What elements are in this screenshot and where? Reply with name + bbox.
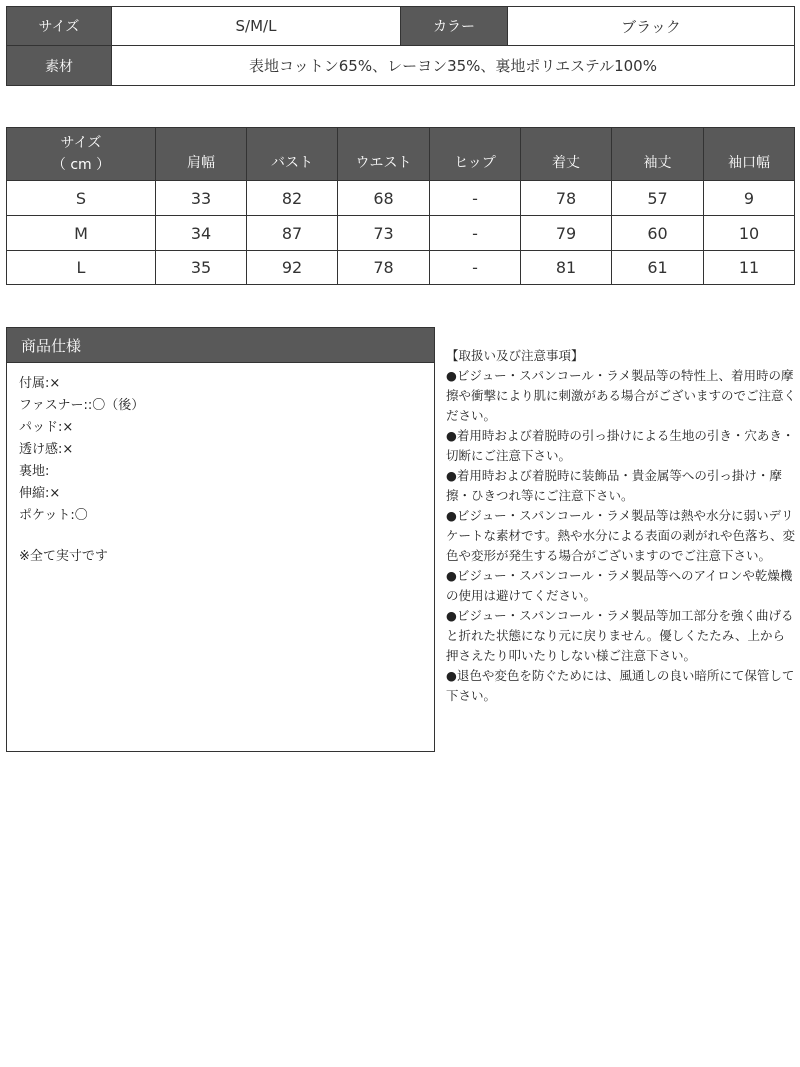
table-cell: 78	[338, 251, 430, 284]
care-title: 【取扱い及び注意事項】	[446, 348, 584, 363]
column-header-sleeve: 袖丈	[612, 128, 704, 181]
care-item: ●着用時および着脱時に装飾品・貴金属等への引っ掛け・摩擦・ひきつれ等にご注意下さい。	[446, 468, 782, 503]
table-cell: 79	[521, 216, 612, 251]
care-item: ●ビジュー・スパンコール・ラメ製品等は熱や水分に弱いデリケートな素材です。熱や水分による表面の剥がれや色落ち、変色や変形が発生する場合がございますのでご注意下さい。	[446, 508, 796, 563]
table-cell: -	[430, 181, 521, 216]
material-label: 素材	[7, 46, 112, 85]
table-cell: 11	[738, 258, 760, 277]
spec-item-pad: パッド:×	[19, 420, 74, 435]
care-notes	[446, 346, 796, 706]
spec-item-pocket: ポケット:〇	[19, 508, 88, 523]
care-item: ●退色や変色を防ぐためには、風通しの良い暗所にて保管して下さい。	[446, 668, 795, 703]
table-cell: -	[430, 251, 521, 284]
table-cell: 10	[704, 216, 794, 251]
spec-note: ※全て実寸です	[19, 549, 108, 564]
table-cell: 61	[612, 251, 704, 284]
table-cell: -	[430, 216, 521, 251]
product-spec-box	[6, 327, 435, 752]
table-cell: 68	[338, 181, 430, 216]
table-cell: 33	[156, 181, 247, 216]
care-item: ●ビジュー・スパンコール・ラメ製品等の特性上、着用時の摩擦や衝撃により肌に刺激がある場合がございますのでご注意ください。	[446, 368, 797, 423]
row-size-l: L	[7, 251, 156, 284]
size-label: サイズ	[7, 7, 112, 46]
size-value: S/M/L	[112, 7, 401, 46]
table-cell: 57	[612, 181, 704, 216]
spec-item-accessories: 付属:×	[19, 376, 61, 391]
size-table	[6, 127, 795, 285]
product-info-table	[6, 6, 795, 86]
table-cell: 73	[338, 216, 430, 251]
column-header-hip: ヒップ	[430, 128, 521, 181]
size-header-line1: サイズ	[60, 135, 102, 151]
column-header-shoulder: 肩幅	[156, 128, 247, 181]
table-cell: 78	[521, 181, 612, 216]
size-header-line2: （ cm ）	[51, 157, 111, 173]
column-header-length: 着丈	[521, 128, 612, 181]
color-value: ブラック	[508, 7, 794, 46]
material-value: 表地コットン65%、レーヨン35%、裏地ポリエステル100%	[249, 57, 657, 75]
table-cell: 87	[247, 216, 338, 251]
care-item: ●ビジュー・スパンコール・ラメ製品等へのアイロンや乾燥機の使用は避けてください。	[446, 568, 793, 603]
table-cell: 34	[156, 216, 247, 251]
row-size-s: S	[7, 181, 156, 216]
care-item: ●ビジュー・スパンコール・ラメ製品等加工部分を強く曲げると折れた状態になり元に戻りません。優しくたたみ、上から押さえたり叩いたりしない様ご注意下さい。	[446, 608, 794, 663]
column-header-bust: バスト	[247, 128, 338, 181]
column-header-waist: ウエスト	[338, 128, 430, 181]
table-cell: 81	[521, 251, 612, 284]
size-column-header	[7, 128, 156, 181]
care-item: ●着用時および着脱時の引っ掛けによる生地の引き・穴あき・切断にご注意下さい。	[446, 428, 795, 463]
table-cell: 82	[247, 181, 338, 216]
spec-item-lining: 裏地:	[19, 464, 50, 479]
table-cell: 60	[612, 216, 704, 251]
color-label: カラー	[401, 7, 508, 46]
spec-list	[19, 373, 419, 527]
spec-title: 商品仕様	[7, 328, 434, 363]
table-cell: 92	[247, 251, 338, 284]
spec-item-sheerness: 透け感:×	[19, 442, 74, 457]
table-cell: 9	[704, 181, 794, 216]
table-cell: 35	[156, 251, 247, 284]
spec-item-zipper: ファスナー::〇（後）	[19, 398, 145, 413]
spec-item-stretch: 伸縮:×	[19, 486, 61, 501]
column-header-cuff: 袖口幅	[704, 128, 794, 181]
row-size-m: M	[7, 216, 156, 251]
